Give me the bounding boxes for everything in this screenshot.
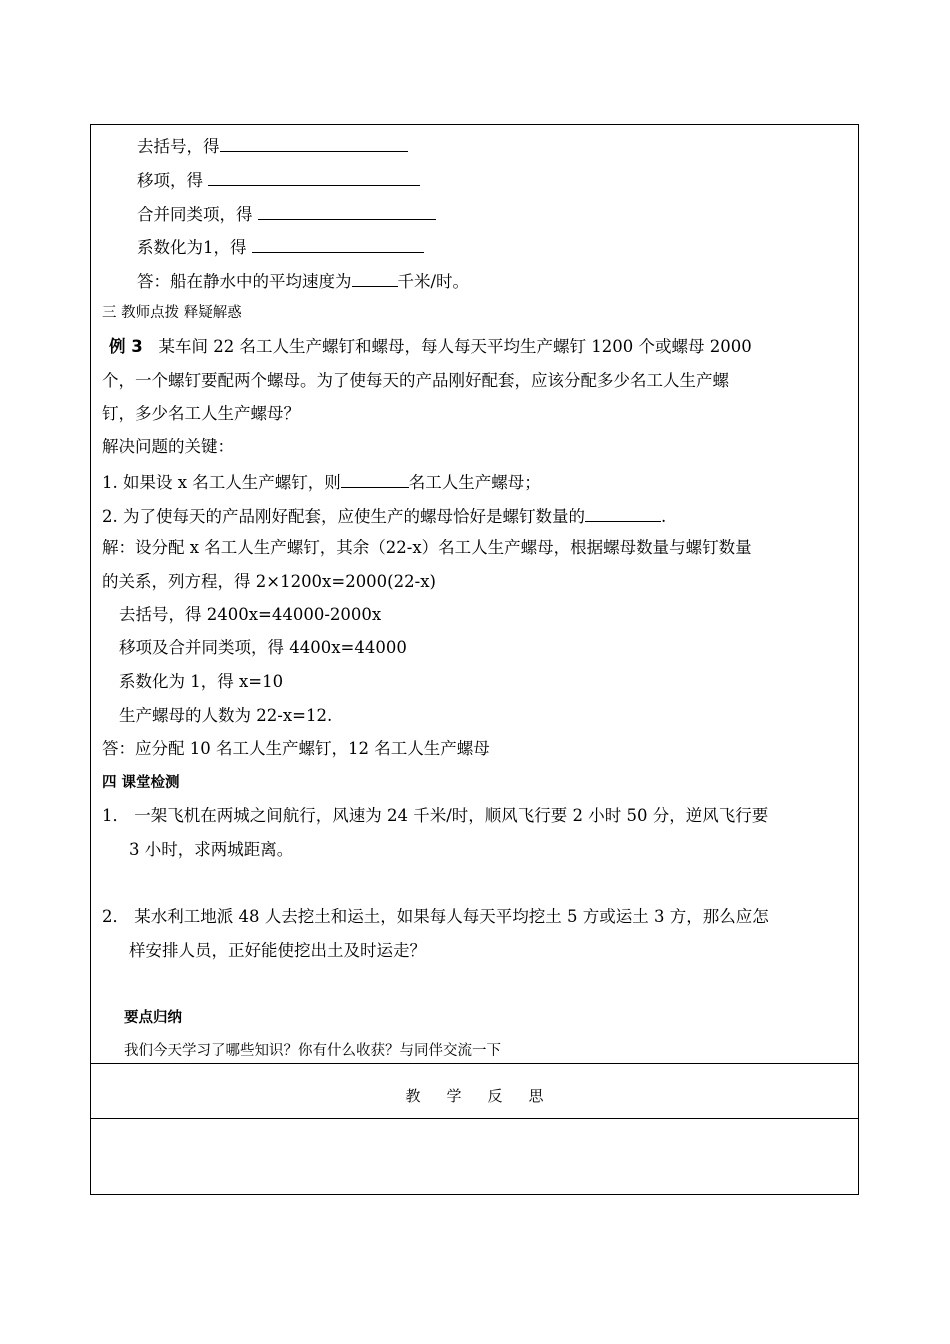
question2-line1: 2． 某水利工地派 48 人去挖土和运土，如果每人每天平均挖土 5 方或运土 3 方，那么应怎 — [102, 907, 769, 926]
solution-step3: 系数化为 1，得 x=10 — [119, 672, 284, 691]
step-remove-brackets: 去括号，得 — [137, 135, 408, 157]
table-divider — [90, 1118, 859, 1119]
solution-step1: 去括号，得 2400x=44000-2000x — [119, 605, 382, 624]
section3-title: 三 教师点拨 释疑解惑 — [102, 305, 242, 321]
table-divider — [90, 1063, 859, 1064]
key-title: 解决问题的关键： — [102, 437, 234, 456]
solution-line2: 的关系，列方程，得 2×1200x=2000(22-x) — [102, 572, 436, 591]
section4-title: 四 课堂检测 — [102, 775, 180, 791]
summary-text: 我们今天学习了哪些知识？你有什么收获？与同伴交流一下 — [124, 1043, 501, 1059]
solution-line1: 解：设分配 x 名工人生产螺钉，其余（22-x）名工人生产螺母，根据螺母数量与螺钉数量 — [102, 538, 752, 557]
key-point-2: 2. 为了使每天的产品刚好配套，应使生产的螺母恰好是螺钉数量的 . — [102, 507, 667, 526]
step-transpose: 移项，得 — [137, 169, 420, 191]
key-point-1: 1. 如果设 x 名工人生产螺钉，则 名工人生产螺母； — [102, 473, 541, 492]
solution-answer: 答：应分配 10 名工人生产螺钉，12 名工人生产螺母 — [102, 739, 490, 758]
reflection-title: 教学反思 — [405, 1087, 570, 1105]
answer-speed: 答：船在静水中的平均速度为 千米/时。 — [137, 272, 470, 291]
example3-line2: 个，一个螺钉要配两个螺母。为了使每天的产品刚好配套，应该分配多少名工人生产螺 — [102, 371, 729, 390]
example3-line3: 钉，多少名工人生产螺母？ — [102, 404, 300, 423]
question2-line2: 样安排人员，正好能使挖出土及时运走？ — [129, 941, 426, 960]
question1-line2: 3 小时，求两城距离。 — [129, 840, 294, 859]
summary-title: 要点归纳 — [124, 1010, 182, 1026]
step-coefficient: 系数化为1，得 — [137, 236, 424, 258]
question1-line1: 1． 一架飞机在两城之间航行，风速为 24 千米/时，顺风飞行要 2 小时 50 分，逆风飞行要 — [102, 806, 769, 825]
example3-line1: 例 3 某车间 22 名工人生产螺钉和螺母，每人每天平均生产螺钉 1200 个或螺母 2000 — [109, 337, 752, 356]
step-combine: 合并同类项，得 — [137, 203, 436, 225]
solution-step2: 移项及合并同类项，得 4400x=44000 — [119, 638, 407, 657]
solution-step4: 生产螺母的人数为 22-x=12. — [119, 706, 333, 725]
